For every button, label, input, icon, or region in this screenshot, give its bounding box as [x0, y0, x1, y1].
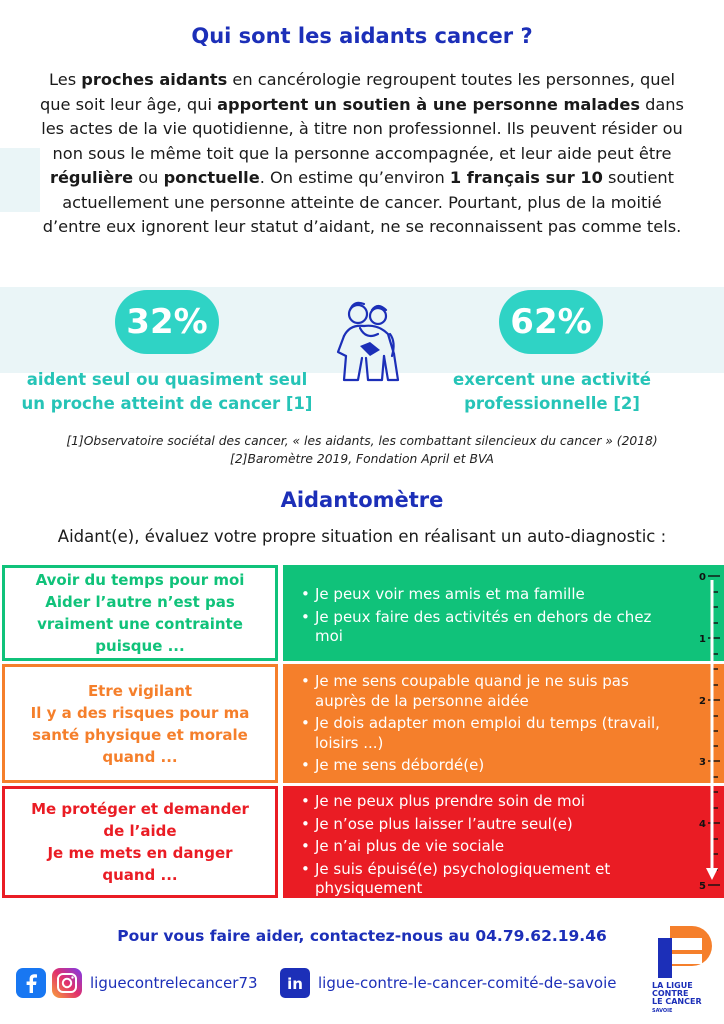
list-item: • Je ne peux plus prendre soin de moi	[315, 792, 664, 812]
list-item: • Je peux faire des activités en dehors de chez moi	[315, 608, 664, 647]
list-item: • Je me sens débordé(e)	[315, 756, 664, 776]
label-line: de l’aide	[103, 822, 177, 840]
instagram-icon[interactable]	[52, 968, 82, 998]
social-fb-ig	[16, 968, 258, 998]
stat-label-line: un proche atteint de cancer [1]	[21, 394, 313, 413]
row-red-items	[283, 786, 724, 898]
intro-bold: proches aidants	[81, 70, 228, 89]
label-line: vraiment une contrainte	[37, 615, 243, 633]
aidantometre-title: Aidantomètre	[280, 488, 444, 512]
label-line: Il y a des risques pour ma	[30, 703, 250, 722]
stat-label-62	[410, 368, 694, 416]
page-title: Qui sont les aidants cancer ?	[191, 24, 533, 48]
scale-label-4: 4	[699, 819, 706, 830]
intro-text: dans les actes de la vie quotidienne, à titre non professionnel. Ils peuvent résider ou non sous le même toit que la personne accompagnée, et leur aide peut être	[41, 94, 684, 163]
label-line: quand ...	[102, 866, 178, 884]
stat-label-line: aident seul ou quasiment seul	[26, 370, 308, 389]
label-line: Me protéger et demander	[31, 800, 249, 818]
intro-text: en cancérologie regroupent toutes les personnes, quel que soit leur âge, qui	[39, 70, 675, 114]
list-item: • Je dois adapter mon emploi du temps (travail, loisirs ...)	[315, 714, 664, 753]
intro-bold: apportent un soutien à une personne malades	[217, 94, 640, 114]
reference-2: [2]Baromètre 2019, Fondation April et BVA	[230, 452, 494, 466]
people-hug-icon	[330, 298, 406, 384]
list-item: • Je peux voir mes amis et ma famille	[315, 585, 664, 605]
row-orange-label	[2, 664, 278, 783]
intro-text: ou	[133, 168, 164, 187]
stat-label-line: professionnelle [2]	[464, 394, 640, 413]
intro-text: soutient actuellement une personne atteinte de cancer. Pourtant, plus de la moitié d’entre eux ignorent leur statut d’aidant, ne se reconnaissent pas comme tels.	[42, 168, 682, 236]
stat-badge-32: 32%	[115, 290, 219, 354]
logo-line-3: LE CANCER	[652, 997, 702, 1006]
label-line: quand ...	[102, 747, 178, 766]
scale-label-2: 2	[699, 696, 706, 707]
row-orange-items	[283, 664, 724, 783]
label-line: puisque ...	[95, 637, 185, 655]
intro-text: Les	[49, 70, 82, 89]
logo-line-2: CONTRE	[652, 989, 689, 998]
social-handle-linkedin[interactable]: ligue-contre-le-cancer-comité-de-savoie	[318, 974, 617, 992]
contact-line: Pour vous faire aider, contactez-nous au 04.79.62.19.46	[117, 927, 607, 945]
linkedin-icon[interactable]	[280, 968, 310, 998]
label-line: santé physique et morale	[32, 725, 248, 744]
row-green-items	[283, 565, 724, 661]
reference-1: [1]Observatoire sociétal des cancer, « les aidants, les combattant silencieux du cancer » (2018)	[66, 434, 658, 448]
social-linkedin	[280, 968, 617, 998]
ligue-logo	[640, 918, 720, 1018]
intro-bold: 1 français sur 10	[449, 168, 603, 187]
list-item: • Je me sens coupable quand je ne suis pas auprès de la personne aidée	[315, 672, 664, 711]
list-item: • Je suis épuisé(e) psychologiquement et physiquement	[315, 860, 664, 899]
stat-label-line: exercent une activité	[453, 370, 651, 389]
intro-bold: ponctuelle	[163, 168, 260, 187]
row-red-label	[2, 786, 278, 898]
intro-bold: régulière	[49, 168, 134, 187]
scale-label-3: 3	[699, 757, 706, 768]
logo-line-1: LA LIGUE	[652, 981, 693, 990]
list-item: • Je n’ose plus laisser l’autre seul(e)	[315, 815, 664, 835]
facebook-icon[interactable]	[16, 968, 46, 998]
scale-label-0: 0	[699, 572, 706, 583]
stat-badge-62: 62%	[499, 290, 603, 354]
label-line: Aider l’autre n’est pas	[45, 593, 235, 611]
references	[0, 432, 724, 468]
aidantometre-subtitle: Aidant(e), évaluez votre propre situation en réalisant un auto-diagnostic :	[57, 527, 667, 546]
scale-label-5: 5	[699, 881, 706, 892]
list-item: • Je n’ai plus de vie sociale	[315, 837, 664, 857]
linkedin-glyph: in	[287, 975, 303, 993]
intro-text: . On estime qu’environ	[259, 168, 450, 187]
label-line: Je me mets en danger	[47, 844, 233, 862]
label-line: Avoir du temps pour moi	[35, 571, 245, 589]
row-green-label	[2, 565, 278, 661]
logo-line-4: SAVOIE	[652, 1008, 673, 1014]
social-handle-fb-ig[interactable]: liguecontrelecancer73	[90, 974, 258, 992]
stat-label-32	[10, 368, 324, 416]
scale-label-1: 1	[699, 634, 706, 645]
intro-paragraph	[32, 68, 692, 240]
aidantometre-scale	[696, 566, 724, 896]
label-line: Etre vigilant	[87, 681, 193, 700]
